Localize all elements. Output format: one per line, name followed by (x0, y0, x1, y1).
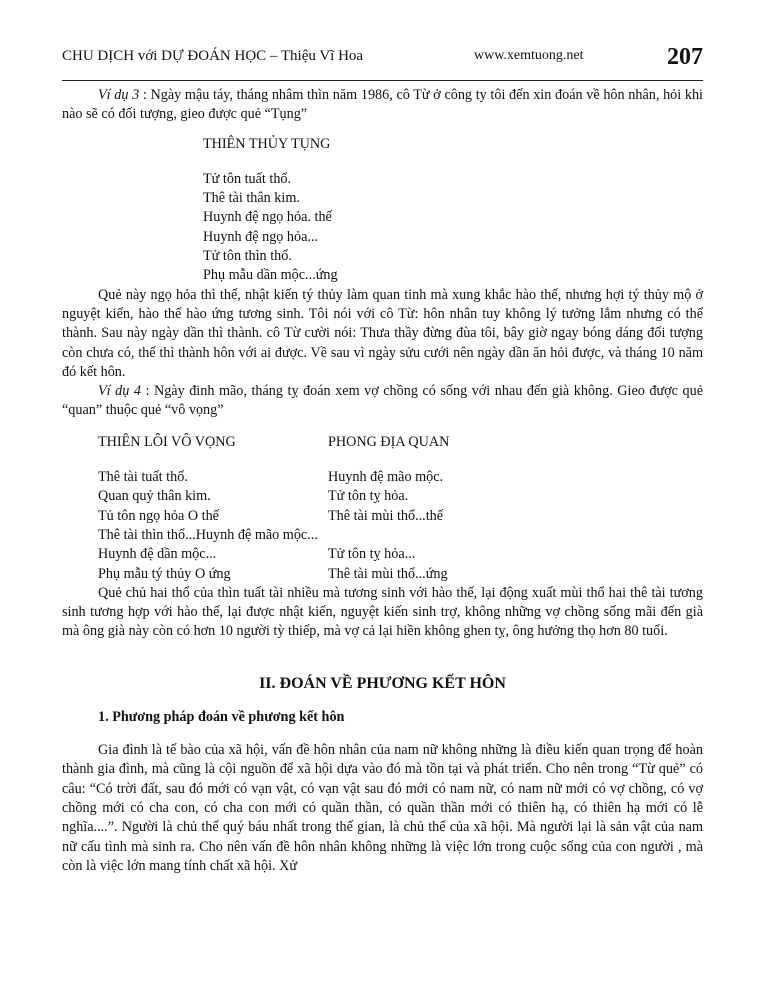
hexagram-right-title: PHONG ĐỊA QUAN (328, 433, 450, 450)
hexagram-line: Thê tài thân kim. (203, 190, 300, 207)
hexagram-row (98, 507, 703, 526)
hexagram-right-line: Tử tôn tỵ hỏa. (328, 488, 409, 505)
section-heading: II. ĐOÁN VỀ PHƯƠNG KẾT HÔN (259, 674, 506, 692)
hexagram-right-line: Huynh đệ mão mộc. (328, 469, 444, 486)
page-number: 207 (667, 44, 703, 70)
hexagram-full-row: Thê tài thìn thổ...Huynh đệ mão mộc... (98, 526, 318, 543)
example3-intro-text: : Ngày mậu táy, tháng nhâm thìn năm 1986, cô Từ ở công ty tôi đến xin đoán về hôn nhân, hỏi khi nào sẽ có đối tượng, gieo được quẻ “Tụng” (62, 87, 703, 123)
example4-intro (62, 382, 703, 421)
example4-analysis: Quẻ chủ hai thổ của thìn tuất tài nhiều mà tương sinh với hào thế, lại động xuất mùi thổ hai thê tài tương sinh tương hợp với hào thế, lại được nhật kiến, nguyệt kiến sinh trợ, không những vợ chồng sống mãi đến già mà ông già này còn có hơn 10 người tỳ thiếp, mà vợ cả lại hiền không ghen tỵ, ông hưởng thọ hơn 80 tuổi. (62, 584, 703, 640)
example4-intro-text: : Ngày đinh mão, tháng tỵ đoán xem vợ chồng có sống với nhau đến già không. Gieo được quẻ “quan” thuộc quẻ “vô vọng” (62, 383, 703, 419)
section-paragraph: Gia đình là tế bào của xã hội, vấn đề hôn nhân của nam nữ không những là điều kiến quan trọng để hoàn thành gia đình, mà cũng là cội nguồn để xã hội dựa vào đó mà tồn tại và phát triển. Cho nên trong “Từ quẻ” có câu: “Có trời đất, sau đó mới có vạn vật, có vạn vật sau đó mới có nam nữ, có nam nữ mới có vợ chồng, có vợ chồng mới có cha con, có cha con mới có quần thần, có quần thần mới có thiên hạ, có thiên hạ mới có lễ nghĩa....”. Người là chủ thể quý báu nhất trong thế gian, là chủ thể của xã hội. Mà người lại là sản vật của nam nữ cấu tình mà sinh ra. Cho nên vấn đề hôn nhân không những là việc lớn trong cuộc sống của con người , mà còn là việc lớn mang tính chất xã hội. Xử (62, 742, 703, 874)
hexagram-line: Phụ mẫu dần mộc...ứng (203, 267, 338, 284)
header-title: CHU DỊCH với DỰ ĐOÁN HỌC – Thiệu Vĩ Hoa (62, 48, 364, 64)
example4-label: Ví dụ 4 (98, 383, 141, 400)
hexagram-line: Huynh đệ ngọ hỏa... (203, 228, 319, 245)
page-header (62, 46, 703, 81)
hexagram-row (98, 487, 703, 506)
hexagram-line: Huynh đệ ngọ hỏa. thế (203, 209, 332, 226)
hexagram-right-line: Thê tài mùi thổ...ứng (328, 565, 448, 582)
hexagram-right-line: Tử tôn tỵ hỏa... (328, 546, 416, 563)
hexagram-row (98, 565, 703, 584)
hexagram-line: Tử tôn thìn thổ. (203, 248, 292, 265)
example3-label: Ví dụ 3 (98, 87, 140, 103)
hexagram-left-line: Phụ mẫu tý thủy O ứng (98, 565, 231, 582)
hexagram-left-line: Thê tài tuất thổ. (98, 469, 188, 486)
hexagram-left-line: Huynh đệ dần mộc... (98, 546, 217, 563)
example3-intro (62, 86, 703, 125)
example3-analysis: Quẻ này ngọ hỏa thì thế, nhật kiến tý thủy làm quan tinh mà xung khắc hào thế, nhưng hợi tý thủy mộ ở nguyệt kiến, hào thế hào ứng tương sinh. Tôi nói với cô Từ: hôn nhân tuy không lý tưởng lắm nhưng có thể thành. Sau này ngày dần thì thành. cô Từ cười nói: Thưa thầy đừng đùa tôi, bây giờ ngay bóng dáng đối tượng còn chưa có, thế thì thành hôn với ai được. Về sau vì ngày sửu cưới nên ngày dần ăn hỏi được, và tháng 10 năm đó kết hôn. (62, 286, 703, 380)
hexagram-row (98, 468, 703, 487)
section-subheading: 1. Phương pháp đoán về phương kết hôn (98, 708, 345, 725)
example3-hexagram (62, 135, 703, 286)
example3-hexagram-title: THIÊN THỦY TỤNG (203, 135, 331, 152)
hexagram-left-title: THIÊN LÔI VÔ VỌNG (98, 433, 236, 450)
header-site: www.xemtuong.net (474, 48, 584, 63)
example4-titles (98, 433, 703, 452)
hexagram-row (98, 545, 703, 564)
hexagram-line: Tử tôn tuất thổ. (203, 170, 292, 187)
page-content (62, 86, 703, 876)
hexagram-left-line: Tủ tôn ngọ hỏa O thế (98, 507, 219, 524)
hexagram-right-line: Thê tài mùi thổ...thế (328, 507, 444, 524)
hexagram-left-line: Quan quỷ thân kim. (98, 488, 211, 505)
